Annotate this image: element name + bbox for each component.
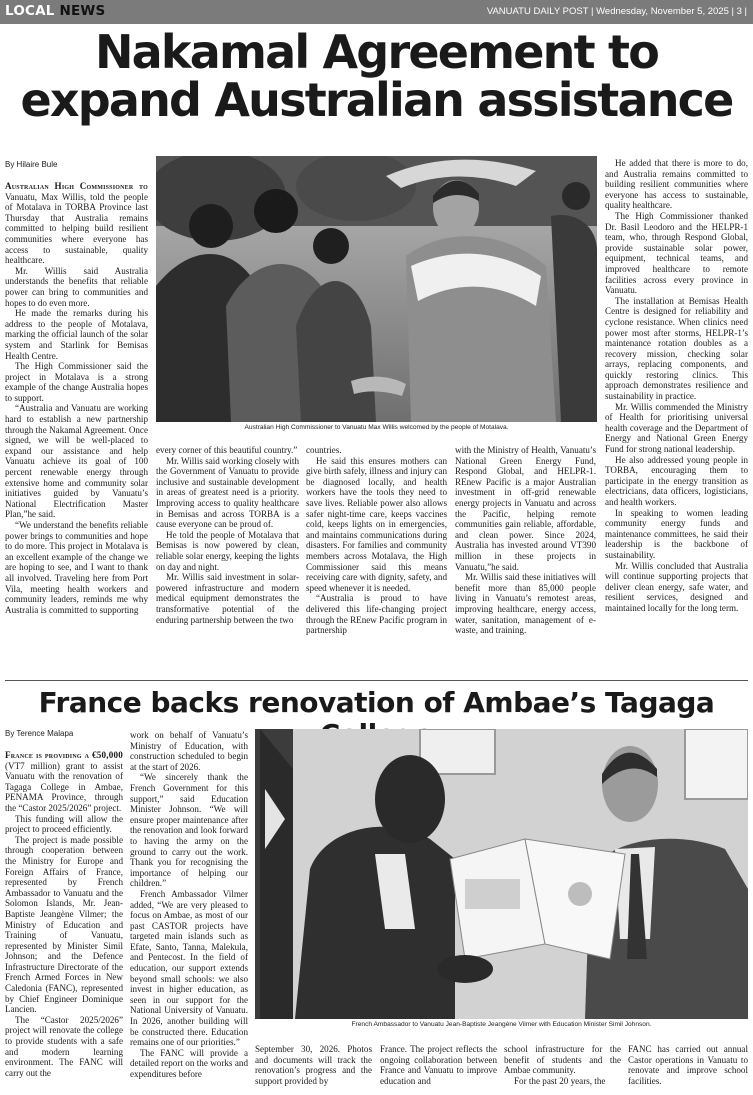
story2-col1-para <box>5 750 123 814</box>
section-divider <box>5 680 748 681</box>
story1-photo <box>156 156 597 422</box>
story1-column-3 <box>306 445 447 669</box>
story1-photo-art <box>156 156 597 422</box>
story1-col5-para: Mr. Willis concluded that Australia will continue supporting projects that deliver clean energy, safe water, and resilient services, designed and maintained locally for the long term. <box>605 560 748 613</box>
story1-lead-in: Australian High Commissioner to <box>5 181 148 191</box>
section-label-word2: NEWS <box>59 3 106 19</box>
section-label <box>5 3 105 19</box>
story1-photo-caption: Australian High Commissioner to Vanuatu Max Willis welcomed by the people of Motalava. <box>244 424 509 431</box>
story2-column-6 <box>628 1044 748 1092</box>
story1-column-1 <box>5 181 148 669</box>
story2-col4-para: France. The project reflects the ongoing collaboration between France and Vanuatu to improve education and <box>380 1044 497 1086</box>
section-label-word1: LOCAL <box>5 3 55 19</box>
story2-col1-para: This funding will allow the project to proceed efficiently. <box>5 813 123 835</box>
story2-col2-para: The FANC will provide a detailed report on the works and expenditures before <box>130 1047 248 1079</box>
story2-col2-para: “We sincerely thank the French Government for this support,” said Education Minister Johnson. “We will ensure proper maintenance after the renovation and look forward to having the army on the ground to carry out the work. Thank you for recognising the importance of helping our children.” <box>130 772 248 889</box>
story2-lead-in: France is providing a €50,000 <box>5 750 123 760</box>
story2-col1-para0: (VT7 million) grant to assist Vanuatu with the renovation of Tagaga College in Ambae, PENAMA Province, through the “Castor 2025/2026” project. <box>5 760 123 813</box>
story2-column-1 <box>5 750 123 1092</box>
story1-col2-para: Mr. Willis said working closely with the Government of Vanuatu to provide inclusive and sustainable development in areas of greatest need is a priority. Improving access to quality healthcare in Bemisas and across TORBA is a cause everyone can be proud of. <box>156 455 299 530</box>
story1-col1-para <box>5 181 148 266</box>
story2-photo <box>255 729 748 1019</box>
story1-col1-para: He made the remarks during his address to the people of Motalava, marking the official launch of the solar system and Starlink for Bemisas Health Centre. <box>5 308 148 361</box>
story2-photo-art <box>255 729 748 1019</box>
story1-col5-para: He also addressed young people in TORBA, encouraging them to participate in the energy transition as electricians, data officers, logisticians, and health workers. <box>605 454 748 507</box>
story2-col1-para: The “Castor 2025/2026” project will renovate the college to provide students with a safe and modern learning environment. The FANC will carry out the <box>5 1014 123 1078</box>
story2-col3-para: September 30, 2026. Photos and documents will track the renovation’s progress and the support provided by <box>255 1044 372 1086</box>
story2-byline: By Terence Malapa <box>5 729 74 738</box>
story1-col5-para: Mr. Willis commended the Ministry of Health for prioritising universal health coverage and the Department of Energy and National Green Energy Fund for strong national leadership. <box>605 401 748 455</box>
story1-col5-para: The installation at Bemisas Health Centre is designed for reliability and cyclone resistance. When clinics need power most after storms, HELPR-1’s maintenance rotation doubles as a recovery mission, checking solar arrays, replacing components, and quickly restoring clinics. This approach demonstrates resilience and sustainability in practice. <box>605 295 748 402</box>
masthead-info: VANUATU DAILY POST | Wednesday, November 5, 2025 | 3 | <box>486 6 747 17</box>
story2-headline: France backs renovation of Ambae’s Tagaga <box>38 686 715 719</box>
story1-col2-para: every corner of this beautiful country.” <box>156 445 298 455</box>
story1-col2-para: He told the people of Motalava that Bemisas is now powered by clean, reliable solar energy, keeping the lights on day and night. <box>156 529 299 572</box>
story2-col2-para: French Ambassador Vilmer added, “We are very pleased to focus on Ambae, as most of our past CASTOR projects have targeted main islands such as Efate, Santo, Tanna, Malekula, and Pentecost. In the field of education, our support extends beyond small schools: we also invest in higher education, as seen in our support for the National University of Vanuatu. In 2026, another building will be constructed there. Education remains one of our priorities.” <box>130 888 248 1048</box>
story1-col1-para0: Vanuatu, Max Willis, told the people of Motalava in TORBA Province last Thursday that Australia remains committed to helping build resilient communities where everyone has access to sustainable, quality healthcare. <box>5 191 148 266</box>
story1-column-5 <box>605 158 748 669</box>
story2-column-2 <box>130 730 248 1092</box>
story1-byline: By Hilaire Bule <box>5 160 58 169</box>
story2-col1-para: The project is made possible through cooperation between the Ministry for Europe and Foreign Affairs of France, represented by French Ambassador to Vanuatu and the Solomon Islands, Mr. Jean-Baptiste Jeangène Vilmer; the Ministry of Education and Training of Vanuatu, represented by Minister Simil Johnson; and the Defence Infrastructure Directorate of the French Armed Forces in New Caledonia (FANC), represented by Chief Engineer Dominique Lancien. <box>5 834 123 1015</box>
story1-col3-para: “Australia is proud to have delivered this life-changing project through the REnew Pacific program in partnership <box>306 593 447 636</box>
story2-col6-para: FANC has carried out annual Castor operations in Vanuatu to renovate and improve school facilities. <box>628 1044 748 1086</box>
story1-col4-para: Mr. Willis said these initiatives will benefit more than 85,000 people living in Vanuatu’s remotest areas, improving healthcare, energy access, water, sanitation, management of e-waste, and training. <box>455 572 596 636</box>
header-bar <box>0 0 753 24</box>
story1-col5-para: The High Commissioner thanked Dr. Basil Leodoro and the HELPR-1 team, who, through Respond Global, provide sustainable solar power, equipment, technical teams, and improved healthcare to remote facilities across every province in Vanuatu. <box>605 210 748 296</box>
story2-column-5 <box>504 1044 621 1092</box>
story1-col5-para: He added that there is more to do, and Australia remains committed to building resilient communities where everyone has access to sustainable, quality healthcare. <box>605 158 748 211</box>
story1-col5-para: In speaking to women leading community energy funds and maintenance committees, he said their leadership is the backbone of sustainability. <box>605 507 748 560</box>
story1-col1-para: The High Commissioner said the project in Motalava is a strong example of the change Australia hopes to support. <box>5 361 148 403</box>
story2-column-3 <box>255 1044 372 1092</box>
story1-headline-line2: expand Australian assistance <box>20 73 733 127</box>
story1-col1-para: “Australia and Vanuatu are working hard to establish a new partnership through the Nakamal Agreement. Once signed, we will be well-placed to expand our assistance and help Vanuatu achieve its goal of 100 percent renewable energy through extensive home and community solar initiatives guided by Vanuatu’s National Electrification Master Plan,”he said. <box>5 403 148 520</box>
story1-col3-para: He said this ensures mothers can give birth safely, illness and injury can be diagnosed locally, and health workers have the tools they need to save lives. Reliable power also allows safer night-time care, keeps vaccines cold, keeps lights on in emergencies, and maintains communications during disasters. For families and community members across Motalava, the High Commissioner said this means receiving care with dignity, safety, and speed whenever it is needed. <box>306 455 447 593</box>
story1-column-2 <box>156 445 299 669</box>
story1-headline-line1: Nakamal Agreement to <box>94 25 658 79</box>
story2-photo-caption: French Ambassador to Vanuatu Jean-Baptiste Jeangène Vilmer with Education Minister Simil Johnson. <box>351 1021 652 1028</box>
story2-column-4 <box>380 1044 497 1092</box>
story2-col5-para: For the past 20 years, the <box>514 1075 606 1086</box>
story1-column-4 <box>455 445 596 669</box>
story2-col5-para: school infrastructure for the benefit of students and the Ambae community. <box>504 1044 621 1076</box>
story1-col4-para: with the Ministry of Health, Vanuatu’s National Green Energy Fund, Respond Global, and HELPR-1. REnew Pacific is a major Australian investment in off-grid renewable energy projects in Vanuatu and across the Pacific, helping remote communities gain reliable, affordable, and clean power. Since 2024, Australia has invested around VT390 million in these projects in Vanuatu,”he said. <box>455 445 596 572</box>
story1-col1-para: Mr. Willis said Australia understands the benefits that reliable power can bring to communities and hopes to do even more. <box>5 265 148 308</box>
story1-col1-para: “We understand the benefits reliable power brings to communities and hope to do more. This project in Motalava is an excellent example of the change we are hoping to see, and I want to thank all involved. Traveling here from Port Vila, meeting health workers and community leaders, reminds me why Australia is committed to supporting <box>5 520 148 615</box>
story1-col3-para: countries. <box>306 445 342 455</box>
story1-col2-para: Mr. Willis said investment in solar-powered infrastructure and modern medical equipment demonstrates the transformative potential of the enduring partnership between the two <box>156 572 299 625</box>
story1-headline <box>0 25 753 127</box>
story2-col2-para: work on behalf of Vanuatu’s Ministry of Education, with construction scheduled to begin at the start of 2026. <box>130 730 248 772</box>
